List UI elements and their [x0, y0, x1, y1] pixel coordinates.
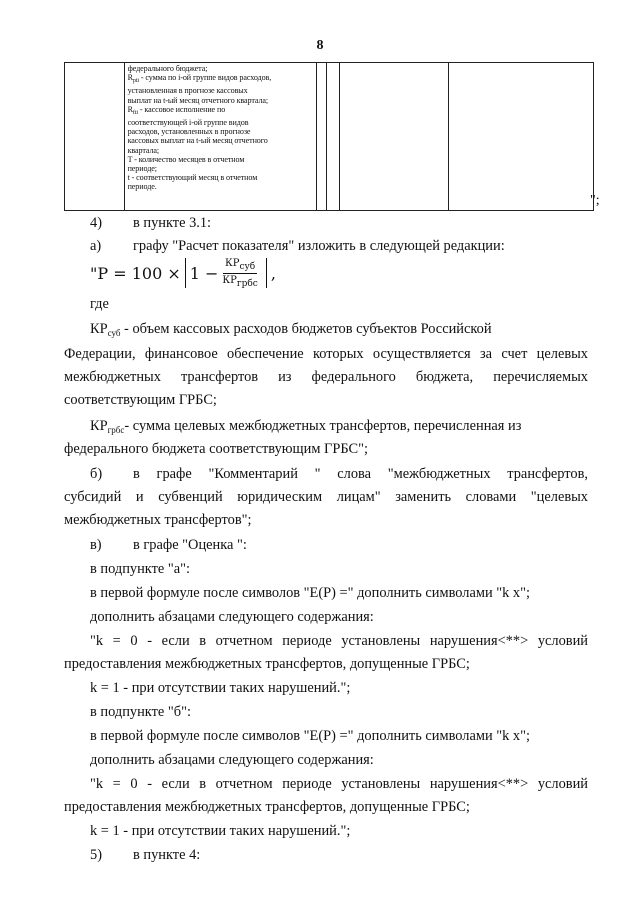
table-cell-line: $R_{pti}$ - сумма по i-ой группе видов расходов,: [127, 73, 272, 85]
item-4-number: 4): [90, 215, 102, 231]
table-cell-line: установленная в прогнозе кассовых: [127, 86, 248, 96]
table-cell-line: соответствующей i-ой группе видов: [127, 118, 249, 128]
formula-p: [90, 258, 276, 288]
item-5-text: в пункте 4:: [133, 847, 201, 863]
page-number: 8: [316, 38, 324, 53]
subpoint-a-k0-line2: предоставления межбюджетных трансфертов, допущенные ГРБС;: [64, 656, 470, 672]
subpoint-b-k1: k = 1 - при отсутствии таких нарушений.";: [90, 823, 351, 839]
subpoint-a-formula: в первой формуле после символов "E(P) =" дополнить символами "k x";: [90, 585, 530, 601]
subpoint-b-add: дополнить абзацами следующего содержания:: [90, 752, 374, 768]
subpoint-a-k0-line1: "k = 0 - если в отчетном периоде установлены нарушения<**> условий: [90, 633, 588, 649]
subpoint-b-formula: в первой формуле после символов "E(P) =" дополнить символами "k x";: [90, 728, 530, 744]
formula-den: КР: [222, 274, 237, 286]
subpoint-b-k0-line1: "k = 0 - если в отчетном периоде установлены нарушения<**> условий: [90, 776, 588, 792]
table-cell-line: выплат на t-ый месяц отчетного квартала;: [127, 95, 269, 105]
subpoint-a-title: в подпункте "а":: [90, 561, 191, 577]
item-v-text: в графе "Оценка ":: [133, 537, 247, 553]
table-cell-3: [316, 63, 327, 211]
formula-one-minus: 1 −: [189, 263, 219, 283]
table-cell-line: федерального бюджета;: [127, 64, 208, 73]
item-5-number: 5): [90, 847, 102, 863]
formula-num-sub: суб: [239, 261, 256, 272]
item-a-number: а): [90, 238, 102, 254]
table-cell-line: расходов, установленных в прогнозе: [127, 127, 251, 137]
kr-sub-line1: $КР_{суб}$ - объем кассовых расходов бюджетов субъектов Российской: [90, 321, 492, 338]
subpoint-b-k0-line2: предоставления межбюджетных трансфертов, допущенные ГРБС;: [64, 799, 470, 815]
kr-sub-line2: Федерации, финансовое обеспечение которых осуществляется за счет целевых: [64, 346, 588, 362]
formula-num: КР: [224, 257, 240, 269]
table-cell-line: T - количество месяцев в отчетном: [127, 154, 245, 164]
item-a-text: графу "Расчет показателя" изложить в следующей редакции:: [133, 238, 505, 254]
kr-sub-line4: соответствующим ГРБС;: [64, 392, 217, 408]
formula-den-sub: грбс: [236, 278, 258, 289]
item-b-line2: субсидий и субвенций юридическим лицам" заменить словами "целевых: [64, 489, 588, 505]
formula-end: ,: [270, 263, 276, 283]
kr-grbs-line1: $КР_{грбс}-$ сумма целевых межбюджетных трансфертов, перечисленная из: [90, 418, 522, 435]
kr-grbs-line2: федерального бюджета соответствующим ГРБС";: [64, 441, 368, 457]
item-4-text: в пункте 3.1:: [133, 215, 212, 231]
table-cell-4: [327, 63, 340, 211]
subpoint-b-title: в подпункте "б":: [90, 704, 191, 720]
table-cell-line: квартала;: [127, 145, 160, 155]
subpoint-a-k1: k = 1 - при отсутствии таких нарушений.";: [90, 680, 351, 696]
table-cell-6: [449, 63, 594, 211]
table-closing-quote: ";: [590, 193, 600, 208]
formula-lhs: "P = 100 ×: [90, 263, 181, 283]
item-b-line1: в графе "Комментарий " слова "межбюджетных трансфертов,: [133, 466, 588, 482]
kr-sub-line3: межбюджетных трансфертов из федерального бюджета, перечисляемых: [64, 369, 588, 385]
table-cell-line: периоде.: [127, 182, 157, 192]
table-cell-1: [65, 63, 125, 211]
table-cell-line: t - соответствующий месяц в отчетном: [127, 173, 258, 183]
item-b-number: б): [90, 466, 103, 482]
item-v-number: в): [90, 537, 102, 553]
table-cell-line: кассовых выплат на t-ый месяц отчетного: [127, 136, 268, 146]
table-cell-description: [124, 63, 316, 211]
table-cell-line: $R_{fti}$ - кассовое исполнение по: [127, 104, 226, 116]
formula-fraction: [220, 258, 259, 289]
table-cell-5: [340, 63, 449, 211]
where-word: где: [90, 296, 109, 312]
continued-table: [64, 62, 594, 211]
subpoint-a-add: дополнить абзацами следующего содержания:: [90, 609, 374, 625]
formula-abs: [185, 258, 267, 288]
item-b-line3: межбюджетных трансфертов";: [64, 512, 252, 528]
table-cell-line: периоде;: [127, 164, 157, 174]
